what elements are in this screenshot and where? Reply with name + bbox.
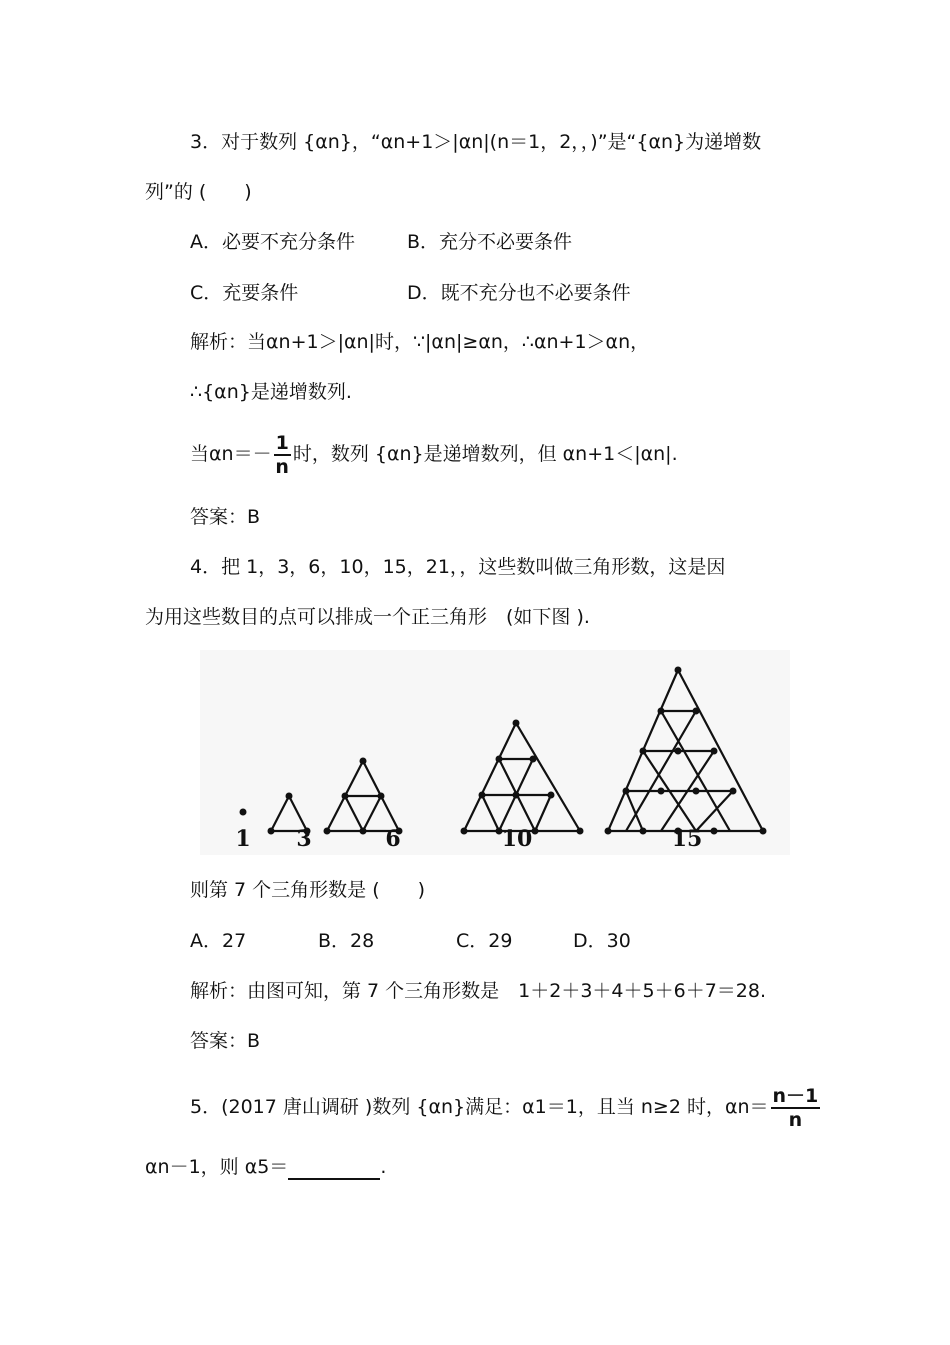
q5-fraction-denominator: n	[788, 1108, 803, 1131]
q3-stem-line1: 3．对于数列 {αn}，“αn+1＞|αn|(n＝1，2，，)”是“{αn}为递增数	[190, 131, 762, 153]
q4-solution: 解析：由图可知，第 7 个三角形数是 1＋2＋3＋4＋5＋6＋7＝28.	[190, 980, 767, 1002]
q4-stem-line1: 4．把 1，3，6，10，15，21，，这些数叫做三角形数，这是因	[190, 556, 726, 578]
q3-option-d: D．既不充分也不必要条件	[407, 282, 631, 304]
q5-stem-line2	[145, 1154, 386, 1180]
figure-label-1: 1	[235, 826, 251, 852]
q3-option-c: C．充要条件	[190, 282, 299, 304]
q5-fraction-numerator: n－1	[772, 1084, 819, 1107]
q4-option-c: C．29	[456, 930, 513, 952]
figure-label-6: 6	[385, 826, 401, 852]
q4-question: 则第 7 个三角形数是 ( )	[190, 879, 426, 901]
q3-option-b: B．充分不必要条件	[407, 231, 573, 253]
triangular-numbers-figure	[200, 650, 790, 855]
q3-solution-line3-post: 时，数列 {αn}是递增数列，但 αn+1＜|αn|.	[292, 443, 678, 465]
q3-solution-line3	[190, 430, 678, 478]
q4-option-d: D．30	[573, 930, 631, 952]
q3-option-a: A．必要不充分条件	[190, 231, 355, 253]
q3-solution-line2: ∴{αn}是递增数列.	[190, 381, 352, 403]
q3-answer: 答案：B	[190, 506, 261, 528]
figure-label-15: 15	[671, 826, 703, 852]
q3-solution-line1: 解析：当αn+1＞|αn|时，∵|αn|≥αn，∴αn+1＞αn，	[190, 331, 650, 353]
q3-fraction-numerator: 1	[275, 431, 289, 454]
q3-solution-line3-pre: 当αn＝－	[190, 443, 272, 465]
figure-label-3: 3	[296, 826, 312, 852]
q3-stem-line2: 列”的 ( )	[145, 181, 252, 203]
q5-fraction	[771, 1085, 821, 1131]
q4-answer: 答案：B	[190, 1030, 261, 1052]
q5-stem-line2-text: αn－1，则 α5＝	[145, 1156, 289, 1178]
q3-fraction-denominator: n	[275, 455, 289, 478]
figure-label-10: 10	[501, 826, 533, 852]
q3-fraction	[274, 432, 291, 478]
q5-stem-line1	[190, 1083, 822, 1131]
q4-stem-line2: 为用这些数目的点可以排成一个正三角形 (如下图 ).	[145, 606, 590, 628]
q5-stem-line1-text: 5．(2017 唐山调研 )数列 {αn}满足：α1＝1，且当 n≥2 时，αn＝	[190, 1096, 769, 1118]
answer-blank[interactable]	[288, 1158, 380, 1180]
q4-option-a: A．27	[190, 930, 247, 952]
q5-stem-line2-end: .	[380, 1156, 387, 1178]
q4-option-b: B．28	[318, 930, 375, 952]
